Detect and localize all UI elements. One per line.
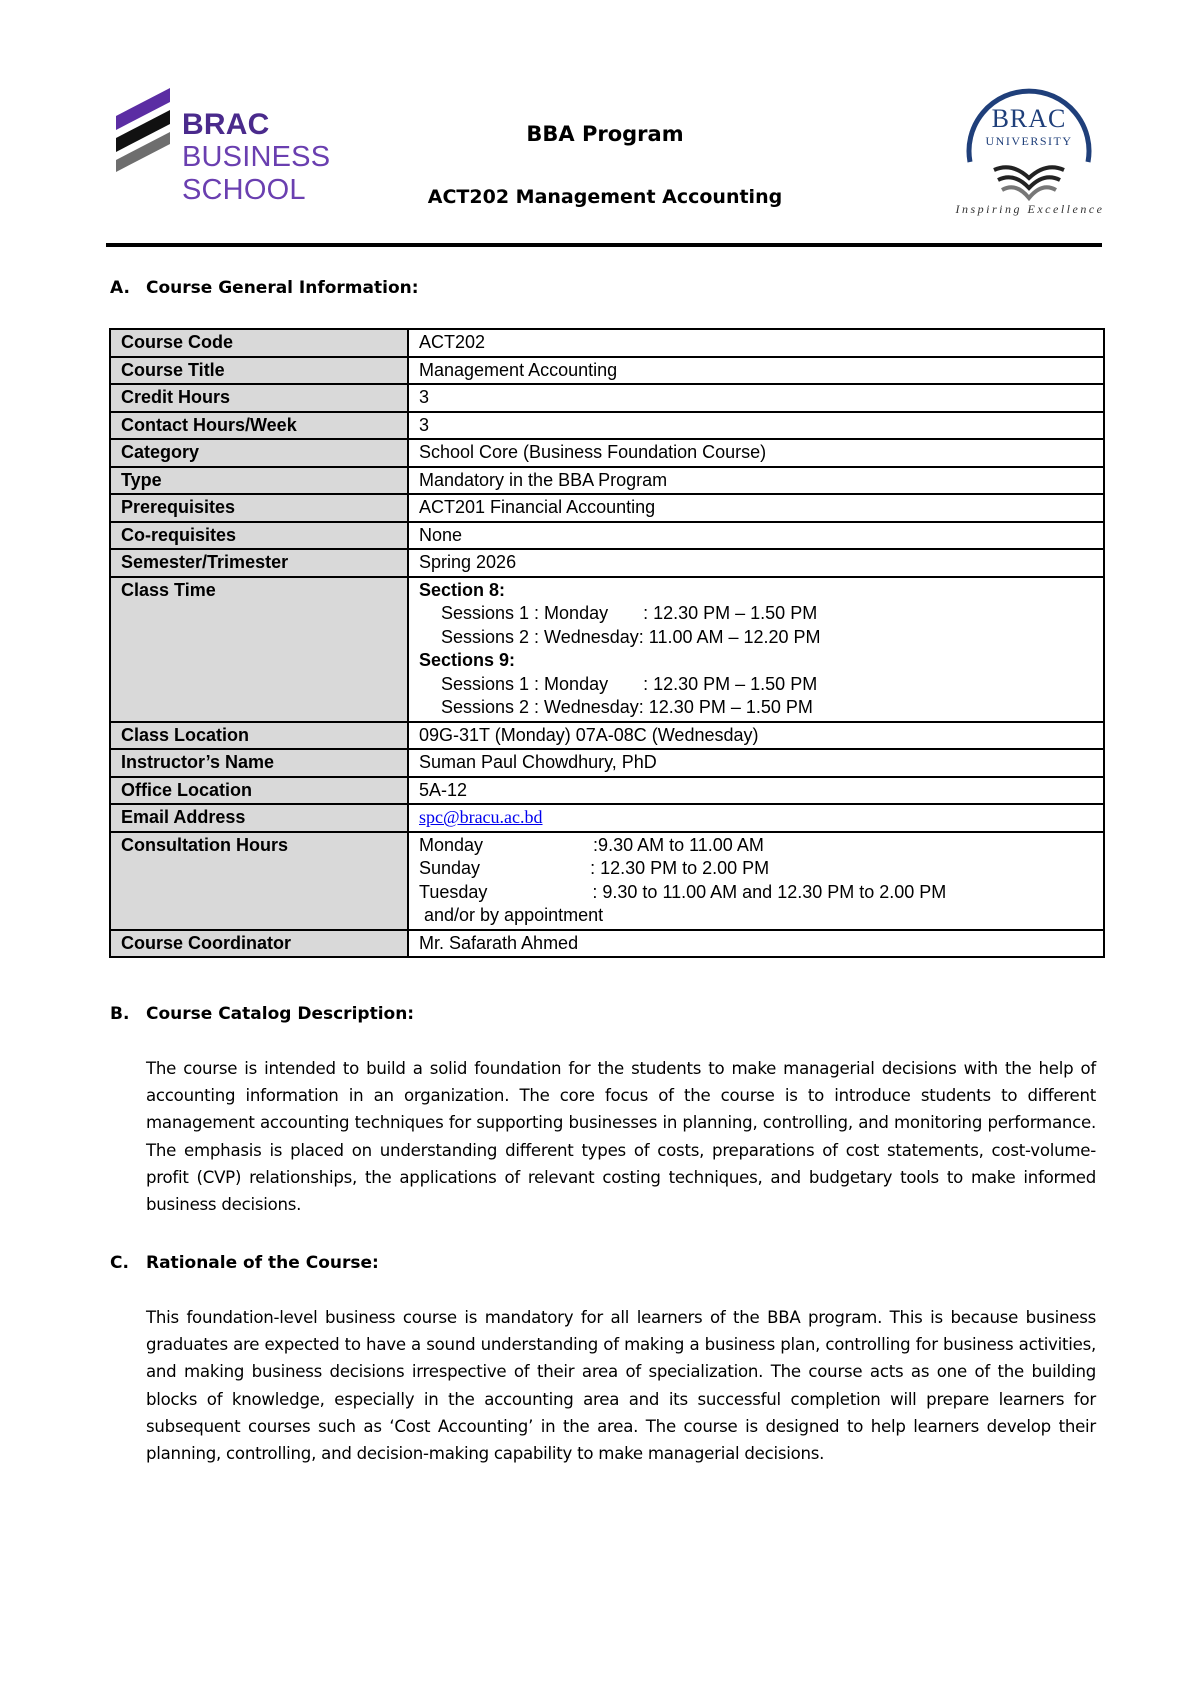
section-b-heading — [110, 1004, 414, 1024]
row-label: Course Coordinator — [110, 930, 408, 958]
bbs-business-text: BUSINESS — [182, 141, 331, 173]
row-label: Class Location — [110, 722, 408, 750]
university-subtitle: UNIVERSITY — [985, 134, 1073, 148]
bbs-brac-text: BRAC — [182, 108, 270, 141]
row-value: ACT202 — [408, 329, 1104, 357]
table-row — [110, 722, 1104, 750]
table-row — [110, 549, 1104, 577]
course-description-paragraph: The course is intended to build a solid foundation for the students to make managerial decisions with the help of accounting information in an organization. The core focus of the course is to introduce students to different management accounting techniques for supporting businesses in planning, controlling, and monitoring performance. The emphasis is placed on understanding different types of costs, preparations of cost statements, cost-volume-profit (CVP) relationships, the applications of relevant costing techniques, and budgetary tools to make informed business decisions. — [146, 1059, 1096, 1215]
table-row — [110, 412, 1104, 440]
section-b-title: Course Catalog Description: — [146, 1004, 415, 1024]
consultation-line: Sunday : 12.30 PM to 2.00 PM — [419, 858, 770, 878]
section-a-title: Course General Information: — [146, 278, 419, 298]
row-value: Mandatory in the BBA Program — [408, 467, 1104, 495]
row-label: Course Code — [110, 329, 408, 357]
university-tagline: Inspiring Excellence — [955, 202, 1105, 216]
section-8-title: Section 8: — [419, 579, 506, 600]
table-row — [110, 329, 1104, 357]
row-value: 09G-31T (Monday) 07A-08C (Wednesday) — [408, 722, 1104, 750]
section-c-title: Rationale of the Course: — [146, 1253, 379, 1273]
table-row-class-time — [110, 577, 1104, 722]
brac-swoosh-icon — [112, 86, 174, 172]
table-row — [110, 439, 1104, 467]
table-row — [110, 494, 1104, 522]
table-row — [110, 522, 1104, 550]
row-label: Co-requisites — [110, 522, 408, 550]
table-row — [110, 384, 1104, 412]
consultation-line: Monday :9.30 AM to 11.00 AM — [419, 834, 764, 855]
course-rationale-paragraph: This foundation-level business course is mandatory for all learners of the BBA program. This is because business graduates are expected to have a sound understanding of making a business plan, controlling for business activities, and making business decisions irrespective of their area of specialization. The course acts as one of the building blocks of knowledge, especially in the accounting area and its successful completion will prepare learners for subsequent courses such as ‘Cost Accounting’ in the area. The course is designed to help learners develop their planning, controlling, and decision-making capability to make managerial decisions. — [146, 1308, 1096, 1464]
brac-business-school-logo — [112, 86, 342, 216]
table-row — [110, 467, 1104, 495]
consultation-value — [408, 832, 1104, 930]
section-9-title: Sections 9: — [419, 650, 516, 670]
section-9-session-1: Sessions 1 : Monday : 12.30 PM – 1.50 PM — [441, 673, 818, 694]
brac-university-logo — [954, 78, 1104, 218]
row-label: Type — [110, 467, 408, 495]
section-8-session-2: Sessions 2 : Wednesday: 11.00 AM – 12.20 PM — [441, 626, 821, 647]
table-row-email — [110, 804, 1104, 832]
email-link[interactable]: spc@bracu.ac.bd — [419, 807, 543, 827]
row-label: Instructor’s Name — [110, 749, 408, 777]
row-value: School Core (Business Foundation Course) — [408, 439, 1104, 467]
row-label: Semester/Trimester — [110, 549, 408, 577]
email-value-cell — [408, 804, 1104, 832]
row-label: Email Address — [110, 804, 408, 832]
row-label: Category — [110, 439, 408, 467]
row-value: ACT201 Financial Accounting — [408, 494, 1104, 522]
row-value: Spring 2026 — [408, 549, 1104, 577]
header-divider — [106, 243, 1102, 247]
row-value: Mr. Safarath Ahmed — [408, 930, 1104, 958]
row-value: 3 — [408, 384, 1104, 412]
section-9-session-2: Sessions 2 : Wednesday: 12.30 PM – 1.50 PM — [441, 697, 813, 717]
consultation-line: and/or by appointment — [419, 905, 604, 925]
table-row — [110, 777, 1104, 805]
university-name: BRAC — [991, 104, 1067, 133]
row-label: Consultation Hours — [110, 832, 408, 930]
row-label: Credit Hours — [110, 384, 408, 412]
row-label: Course Title — [110, 357, 408, 385]
table-row — [110, 357, 1104, 385]
row-label: Prerequisites — [110, 494, 408, 522]
course-title-heading: ACT202 Management Accounting — [427, 186, 783, 208]
bbs-school-text: SCHOOL — [182, 174, 306, 206]
bbs-wordmark — [182, 108, 330, 207]
row-value: Suman Paul Chowdhury, PhD — [408, 749, 1104, 777]
program-title: BBA Program — [526, 122, 684, 146]
table-row — [110, 930, 1104, 958]
section-c-heading — [110, 1253, 379, 1273]
section-c-letter: C. — [110, 1253, 129, 1273]
section-b-letter: B. — [110, 1004, 130, 1024]
table-row — [110, 749, 1104, 777]
table-row-consultation — [110, 832, 1104, 930]
section-8-session-1: Sessions 1 : Monday : 12.30 PM – 1.50 PM — [441, 603, 818, 623]
row-label: Contact Hours/Week — [110, 412, 408, 440]
row-label: Office Location — [110, 777, 408, 805]
row-value: 3 — [408, 412, 1104, 440]
row-label: Class Time — [110, 577, 408, 722]
consultation-line: Tuesday : 9.30 to 11.00 AM and 12.30 PM to 2.00 PM — [419, 881, 947, 902]
section-a-letter: A. — [110, 278, 130, 298]
row-value: None — [408, 522, 1104, 550]
class-time-value — [408, 577, 1104, 722]
course-info-table — [109, 328, 1105, 958]
row-value: 5A-12 — [408, 777, 1104, 805]
section-a-heading — [110, 278, 419, 298]
row-value: Management Accounting — [408, 357, 1104, 385]
